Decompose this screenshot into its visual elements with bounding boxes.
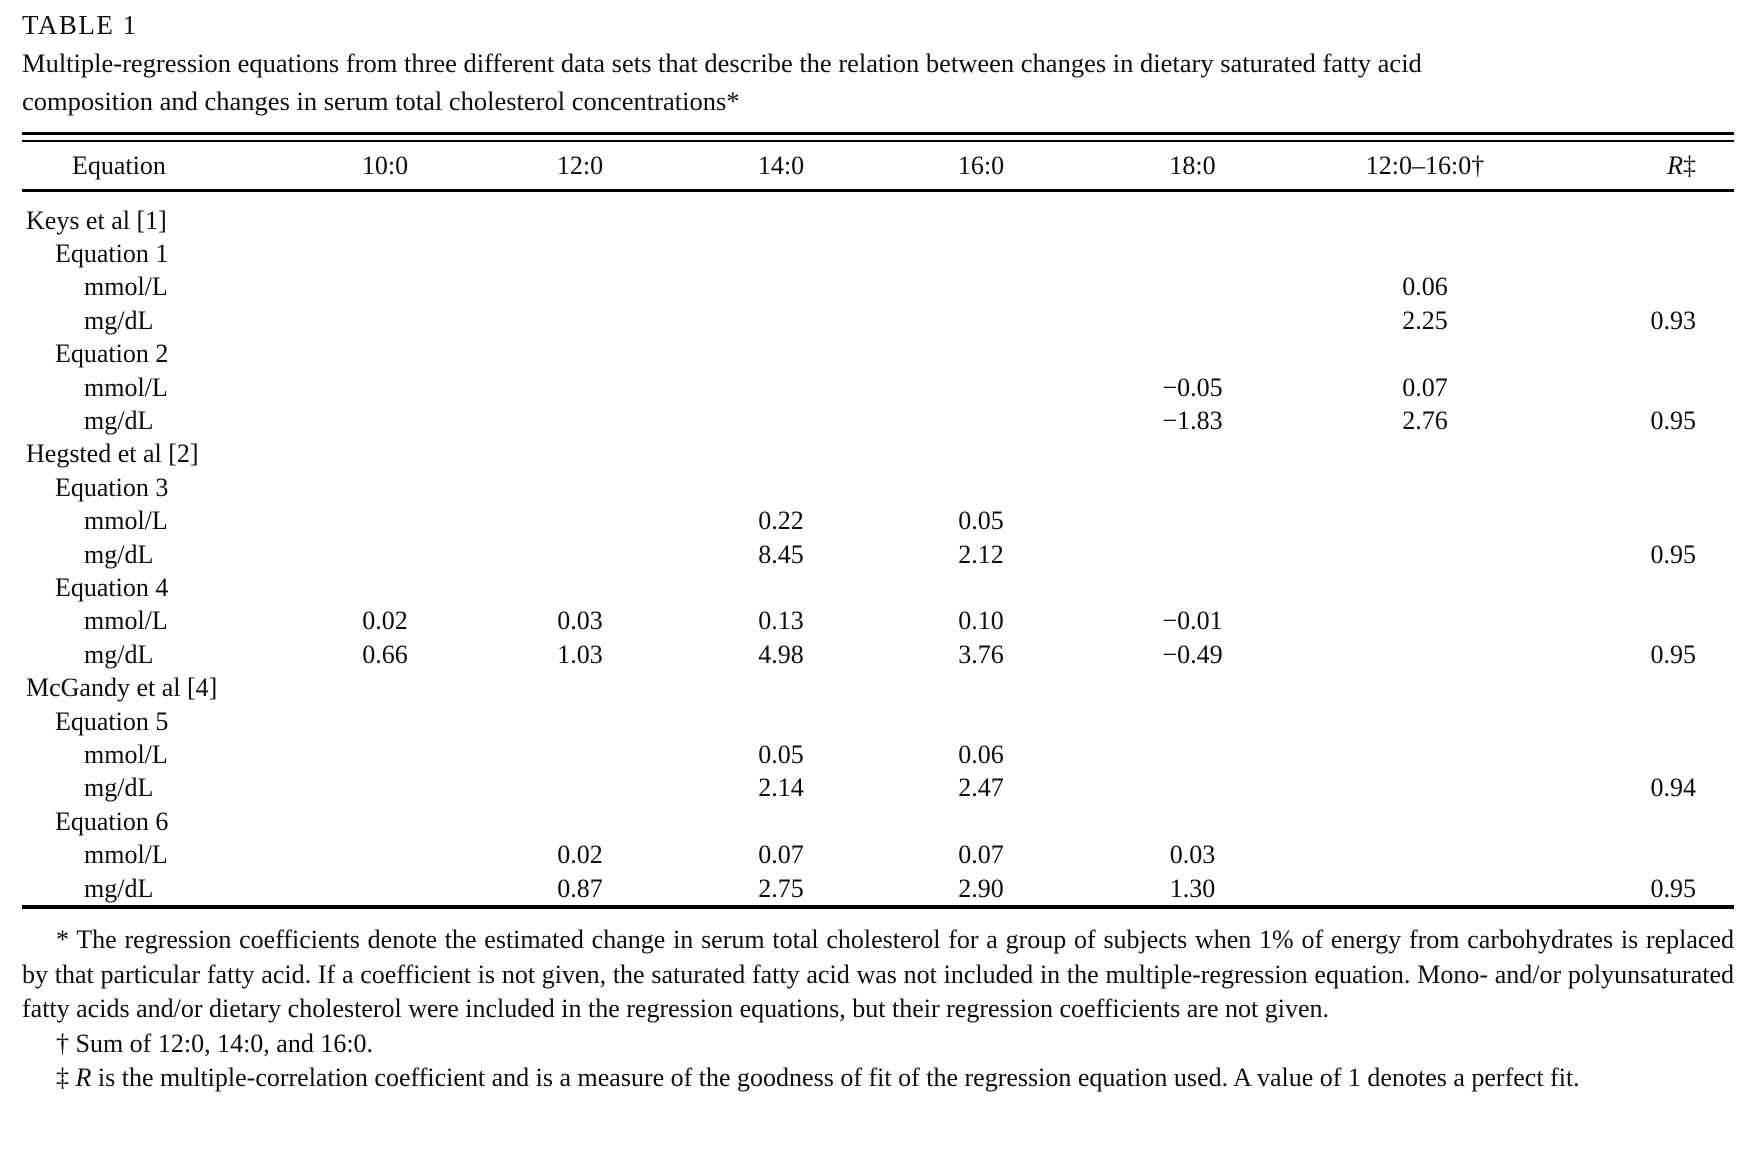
table-cell: [882, 705, 1080, 738]
table-cell: [1080, 191, 1305, 238]
column-header: 12:0: [480, 142, 680, 191]
row-label: mg/dL: [84, 873, 154, 903]
table-cell: [1545, 191, 1734, 238]
table-cell: [1080, 705, 1305, 738]
table-cell: [1305, 705, 1545, 738]
table-cell: 1.03: [557, 639, 603, 669]
row-label: Equation 3: [55, 472, 169, 502]
table-cell: [1305, 571, 1545, 604]
row-label: Equation 4: [55, 572, 169, 602]
table-cell: [1545, 438, 1734, 471]
table-row: [22, 191, 1734, 238]
table-row: [22, 505, 1734, 538]
row-label: mg/dL: [84, 539, 154, 569]
row-label: Hegsted et al [2]: [26, 439, 199, 469]
table-cell: [480, 338, 680, 371]
table-cell: 2.75: [758, 873, 804, 903]
table-row: [22, 438, 1734, 471]
table-cell: [290, 571, 480, 604]
table-cell: [1080, 338, 1305, 371]
table-row: [22, 605, 1734, 638]
table-cell: [1080, 671, 1305, 704]
table-body: [22, 191, 1734, 908]
table-cell: [1545, 605, 1734, 638]
table-cell: 2.25: [1402, 305, 1448, 335]
table-cell: [1545, 571, 1734, 604]
table-cell: −0.49: [1162, 639, 1223, 669]
table-cell: [1545, 271, 1734, 304]
table-cell: [680, 471, 882, 504]
table-cell: [1305, 805, 1545, 838]
table-cell: [1545, 738, 1734, 771]
table-row: [22, 638, 1734, 671]
table-row: [22, 371, 1734, 404]
footnote-double-dagger-marker: ‡: [56, 1063, 76, 1093]
table-cell: [290, 371, 480, 404]
table-row: [22, 838, 1734, 871]
table-cell: 0.95: [1650, 406, 1696, 436]
table-row: [22, 538, 1734, 571]
row-label: mg/dL: [84, 305, 154, 335]
table-row: [22, 705, 1734, 738]
table-cell: [680, 705, 882, 738]
table-cell: [480, 404, 680, 437]
table-cell: [1305, 191, 1545, 238]
footnote-r-symbol: R: [75, 1063, 92, 1093]
table-cell: [480, 304, 680, 337]
table-row: [22, 404, 1734, 437]
table-cell: −1.83: [1162, 406, 1223, 436]
footnote-double-dagger: [22, 1061, 1734, 1096]
table-cell: 0.94: [1650, 773, 1696, 803]
table-cell: [882, 404, 1080, 437]
table-cell: 0.95: [1650, 639, 1696, 669]
table-cell: [1305, 772, 1545, 805]
footnote-dagger: † Sum of 12:0, 14:0, and 16:0.: [56, 1028, 374, 1058]
table-cell: [1305, 638, 1545, 671]
table-header-row: [22, 142, 1734, 191]
table-cell: [480, 705, 680, 738]
table-cell: −0.01: [1162, 606, 1223, 636]
table-cell: [480, 505, 680, 538]
table-cell: [480, 237, 680, 270]
table-cell: 0.87: [557, 873, 603, 903]
table-cell: 2.12: [958, 539, 1004, 569]
table-cell: [680, 404, 882, 437]
table-cell: [290, 471, 480, 504]
table-cell: [1080, 471, 1305, 504]
table-row: [22, 571, 1734, 604]
table-cell: 0.13: [758, 606, 804, 636]
table-row: [22, 671, 1734, 704]
table-cell: [290, 271, 480, 304]
table-row: [22, 471, 1734, 504]
table-cell: [1080, 237, 1305, 270]
table-cell: [290, 838, 480, 871]
table-cell: [290, 538, 480, 571]
table-cell: [480, 191, 680, 238]
table-cell: [480, 371, 680, 404]
table-cell: [882, 471, 1080, 504]
table-row: [22, 271, 1734, 304]
table-cell: [680, 571, 882, 604]
table-cell: [290, 338, 480, 371]
table-cell: [680, 304, 882, 337]
table-cell: 2.90: [958, 873, 1004, 903]
table-cell: [1305, 338, 1545, 371]
table-cell: [290, 738, 480, 771]
row-label: Keys et al [1]: [26, 205, 167, 235]
table-cell: [680, 671, 882, 704]
row-label: mmol/L: [84, 739, 168, 769]
table-cell: 0.95: [1650, 539, 1696, 569]
table-cell: [1305, 872, 1545, 907]
table-row: [22, 237, 1734, 270]
row-label: mmol/L: [84, 506, 168, 536]
row-label: mmol/L: [84, 840, 168, 870]
column-header: 10:0: [290, 142, 480, 191]
column-header: Equation: [22, 142, 290, 191]
column-header: 18:0: [1080, 142, 1305, 191]
table-cell: 0.95: [1650, 873, 1696, 903]
table-header: [22, 142, 1734, 191]
table-cell: [1305, 438, 1545, 471]
table-cell: [1080, 505, 1305, 538]
table-cell: [882, 237, 1080, 270]
table-cell: 8.45: [758, 539, 804, 569]
table-row: [22, 805, 1734, 838]
table-cell: [480, 571, 680, 604]
column-header: R‡: [1545, 142, 1734, 191]
table-cell: 0.10: [958, 606, 1004, 636]
table-cell: [882, 338, 1080, 371]
table-cell: [290, 505, 480, 538]
table-title: TABLE 1: [22, 10, 138, 40]
table-cell: [480, 471, 680, 504]
table-cell: [680, 371, 882, 404]
table-cell: 0.66: [362, 639, 408, 669]
table-cell: [882, 271, 1080, 304]
table-cell: [1080, 772, 1305, 805]
row-label: McGandy et al [4]: [26, 673, 218, 703]
table-row: [22, 738, 1734, 771]
table-cell: [290, 438, 480, 471]
table-cell: 4.98: [758, 639, 804, 669]
table-cell: [1080, 271, 1305, 304]
row-label: mmol/L: [84, 272, 168, 302]
column-header: 16:0: [882, 142, 1080, 191]
table-cell: [882, 191, 1080, 238]
table-cell: [680, 271, 882, 304]
table-cell: [1545, 237, 1734, 270]
table-cell: 3.76: [958, 639, 1004, 669]
table-cell: [882, 805, 1080, 838]
table-cell: [480, 671, 680, 704]
table-cell: [882, 571, 1080, 604]
table-cell: [1545, 671, 1734, 704]
table-cell: [882, 438, 1080, 471]
table-cell: [1545, 471, 1734, 504]
table-cell: [1080, 571, 1305, 604]
row-label: Equation 5: [55, 706, 169, 736]
table-cell: [1305, 237, 1545, 270]
table-cell: [480, 271, 680, 304]
table-cell: [680, 237, 882, 270]
table-cell: 0.06: [958, 739, 1004, 769]
table-cell: 0.05: [958, 506, 1004, 536]
row-label: mmol/L: [84, 606, 168, 636]
table-cell: 1.30: [1169, 873, 1216, 903]
table-cell: [480, 738, 680, 771]
table-row: [22, 772, 1734, 805]
table-cell: 0.07: [758, 840, 804, 870]
table-cell: 2.14: [758, 773, 804, 803]
table-cell: [290, 772, 480, 805]
footnote-double-dagger-text: is the multiple-correlation coefficient and is a measure of the goodness of fit of the regression equation used. A value of 1 denotes a perfect fit.: [91, 1063, 1580, 1093]
table-cell: [882, 671, 1080, 704]
table-cell: [290, 671, 480, 704]
table-cell: 0.22: [758, 506, 804, 536]
row-label: Equation 1: [55, 239, 169, 269]
table-cell: [290, 705, 480, 738]
table-cell: [1080, 738, 1305, 771]
table-cell: [1545, 505, 1734, 538]
table-cell: 0.02: [362, 606, 408, 636]
table-cell: [290, 872, 480, 907]
table-cell: 0.03: [1169, 840, 1216, 870]
table-cell: 2.47: [958, 773, 1004, 803]
table-cell: [1305, 605, 1545, 638]
table-cell: [1545, 838, 1734, 871]
table-cell: [290, 404, 480, 437]
table-cell: [480, 772, 680, 805]
row-label: mg/dL: [84, 773, 154, 803]
row-label: Equation 6: [55, 806, 169, 836]
table-cell: 0.93: [1650, 305, 1696, 335]
table-cell: [1545, 338, 1734, 371]
row-label: mg/dL: [84, 639, 154, 669]
table-cell: −0.05: [1162, 372, 1223, 402]
row-label: mg/dL: [84, 406, 154, 436]
table-cell: [290, 237, 480, 270]
table-row: [22, 338, 1734, 371]
table-row: [22, 304, 1734, 337]
table-cell: 0.07: [1402, 372, 1448, 402]
column-header: 14:0: [680, 142, 882, 191]
table-cell: [1545, 371, 1734, 404]
table-cell: [1080, 304, 1305, 337]
row-label: Equation 2: [55, 339, 169, 369]
regression-table: [22, 142, 1734, 909]
table-cell: [290, 191, 480, 238]
table-cell: [680, 438, 882, 471]
table-cell: [290, 805, 480, 838]
table-cell: [1305, 505, 1545, 538]
table-cell: [1545, 705, 1734, 738]
table-top-rule: [22, 132, 1734, 142]
table-cell: [1305, 738, 1545, 771]
table-cell: [480, 538, 680, 571]
table-cell: [480, 438, 680, 471]
table-cell: [1305, 838, 1545, 871]
table-cell: [680, 805, 882, 838]
table-cell: [882, 371, 1080, 404]
table-cell: [290, 304, 480, 337]
table-cell: [1080, 805, 1305, 838]
table-cell: [1305, 471, 1545, 504]
table-cell: [882, 304, 1080, 337]
table-caption: Multiple-regression equations from three different data sets that describe the relation between changes in dietary saturated fatty acid composition and changes in serum total cholesterol concentrations*: [22, 48, 1422, 116]
table-cell: 0.05: [758, 739, 804, 769]
table-footnotes: [22, 923, 1734, 1096]
table-cell: [680, 338, 882, 371]
table-cell: [1545, 805, 1734, 838]
table-cell: 0.02: [557, 840, 603, 870]
table-cell: 2.76: [1402, 406, 1448, 436]
table-cell: 0.06: [1402, 272, 1448, 302]
table-cell: [1080, 538, 1305, 571]
table-cell: [480, 805, 680, 838]
table-cell: [680, 191, 882, 238]
column-header: 12:0–16:0†: [1305, 142, 1545, 191]
table-cell: 0.07: [958, 840, 1004, 870]
footnote-asterisk: * The regression coefficients denote the estimated change in serum total cholesterol for a group of subjects when 1% of energy from carbohydrates is replaced by that particular fatty acid. If a coefficient is not given, the saturated fatty acid was not included in the multiple-regression equation. Mono- and/or polyunsaturated fatty acids and/or dietary cholesterol were included in the regression equations, but their regression coefficients are not given.: [22, 925, 1734, 1024]
table-cell: [1080, 438, 1305, 471]
table-cell: [1305, 538, 1545, 571]
table-cell: 0.03: [557, 606, 603, 636]
table-cell: [1305, 671, 1545, 704]
table-row: [22, 872, 1734, 907]
row-label: mmol/L: [84, 372, 168, 402]
